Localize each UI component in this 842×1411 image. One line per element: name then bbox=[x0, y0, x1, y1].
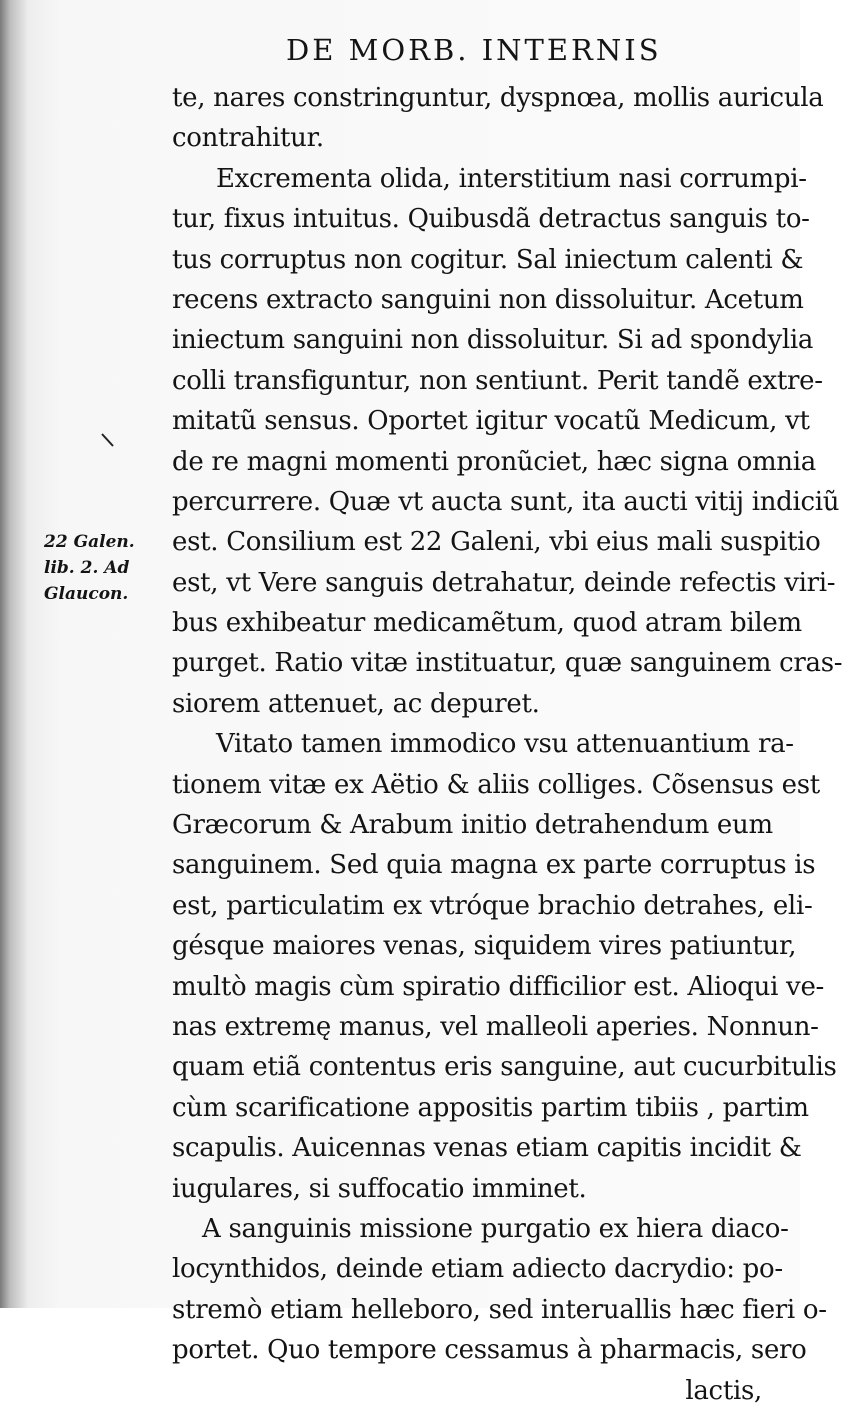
margin-note-line: Glaucon. bbox=[44, 584, 129, 604]
text-line: lactis, bbox=[685, 1375, 762, 1406]
text-line: tus corruptus non cogitur. Sal iniectum calenti & bbox=[172, 244, 804, 275]
text-line: est, vt Vere sanguis detrahatur, deinde refectis viri- bbox=[172, 567, 836, 598]
margin-note-line: lib. 2. Ad bbox=[44, 558, 130, 578]
text-line: te, nares constringuntur, dyspnœa, mollis auricula bbox=[172, 83, 824, 113]
text-line: nas extremę manus, vel malleoli aperies. Nonnun- bbox=[172, 1011, 819, 1042]
margin-note-line: 22 Galen. bbox=[44, 532, 135, 552]
text-line: gésque maiores venas, siquidem vires patiuntur, bbox=[172, 931, 797, 962]
text-line: mitatũ sensus. Oportet igitur vocatũ Medicum, vt bbox=[172, 406, 810, 437]
margin-note bbox=[44, 529, 164, 607]
text-line: sanguinem. Sed quia magna ex parte corruptus is bbox=[172, 850, 816, 881]
text-line: cùm scarificatione appositis partim tibiis , partim bbox=[172, 1092, 809, 1123]
text-line: siorem attenuet, ac depuret. bbox=[172, 688, 540, 719]
body-text bbox=[172, 78, 842, 1411]
text-line: purget. Ratio vitæ instituatur, quæ sanguinem cras- bbox=[172, 648, 842, 679]
text-line: stremò etiam helleboro, sed interuallis hæc fieri o- bbox=[172, 1294, 827, 1325]
ink-mark-icon bbox=[100, 432, 116, 448]
text-line: tionem vitæ ex Aëtio & aliis colliges. Cõsensus est bbox=[172, 769, 820, 800]
text-line: iniectum sanguini non dissoluitur. Si ad spondylia bbox=[172, 325, 814, 356]
text-line: quam etiã contentus eris sanguine, aut cucurbitulis bbox=[172, 1052, 837, 1083]
text-line: contrahitur. bbox=[172, 123, 324, 154]
text-line: recens extracto sanguini non dissoluitur. Acetum bbox=[172, 284, 804, 315]
text-line: multò magis cùm spiratio difficilior est. Alioqui ve- bbox=[172, 971, 825, 1002]
text-line: scapulis. Auicennas venas etiam capitis incidit & bbox=[172, 1133, 802, 1164]
text-line: iugulares, si suffocatio imminet. bbox=[172, 1173, 587, 1204]
text-line: portet. Quo tempore cessamus à pharmacis, sero bbox=[172, 1335, 807, 1366]
text-line: colli transfiguntur, non sentiunt. Perit tandẽ extre- bbox=[172, 365, 823, 396]
text-line: locynthidos, deinde etiam adiecto dacrydio: po- bbox=[172, 1254, 783, 1285]
text-line: A sanguinis missione purgatio ex hiera diaco- bbox=[202, 1213, 789, 1244]
text-line: Græcorum & Arabum initio detrahendum eum bbox=[172, 810, 773, 841]
text-line: est. Consilium est 22 Galeni, vbi eius mali suspitio bbox=[172, 527, 821, 558]
text-line: de re magni momenti pronũciet, hæc signa omnia bbox=[172, 446, 816, 477]
text-line: Vitato tamen immodico vsu attenuantium ra- bbox=[216, 729, 794, 760]
text-line: bus exhibeatur medicamẽtum, quod atram bilem bbox=[172, 608, 802, 639]
running-head: DE MORB. INTERNIS bbox=[286, 33, 662, 67]
text-line: tur, fixus intuitus. Quibusdã detractus sanguis to- bbox=[172, 204, 810, 235]
text-line: Excrementa olida, interstitium nasi corrumpi- bbox=[216, 163, 807, 194]
text-line: percurrere. Quæ vt aucta sunt, ita aucti vitij indiciũ bbox=[172, 486, 840, 517]
text-line: est, particulatim ex vtróque brachio detrahes, eli- bbox=[172, 890, 813, 921]
